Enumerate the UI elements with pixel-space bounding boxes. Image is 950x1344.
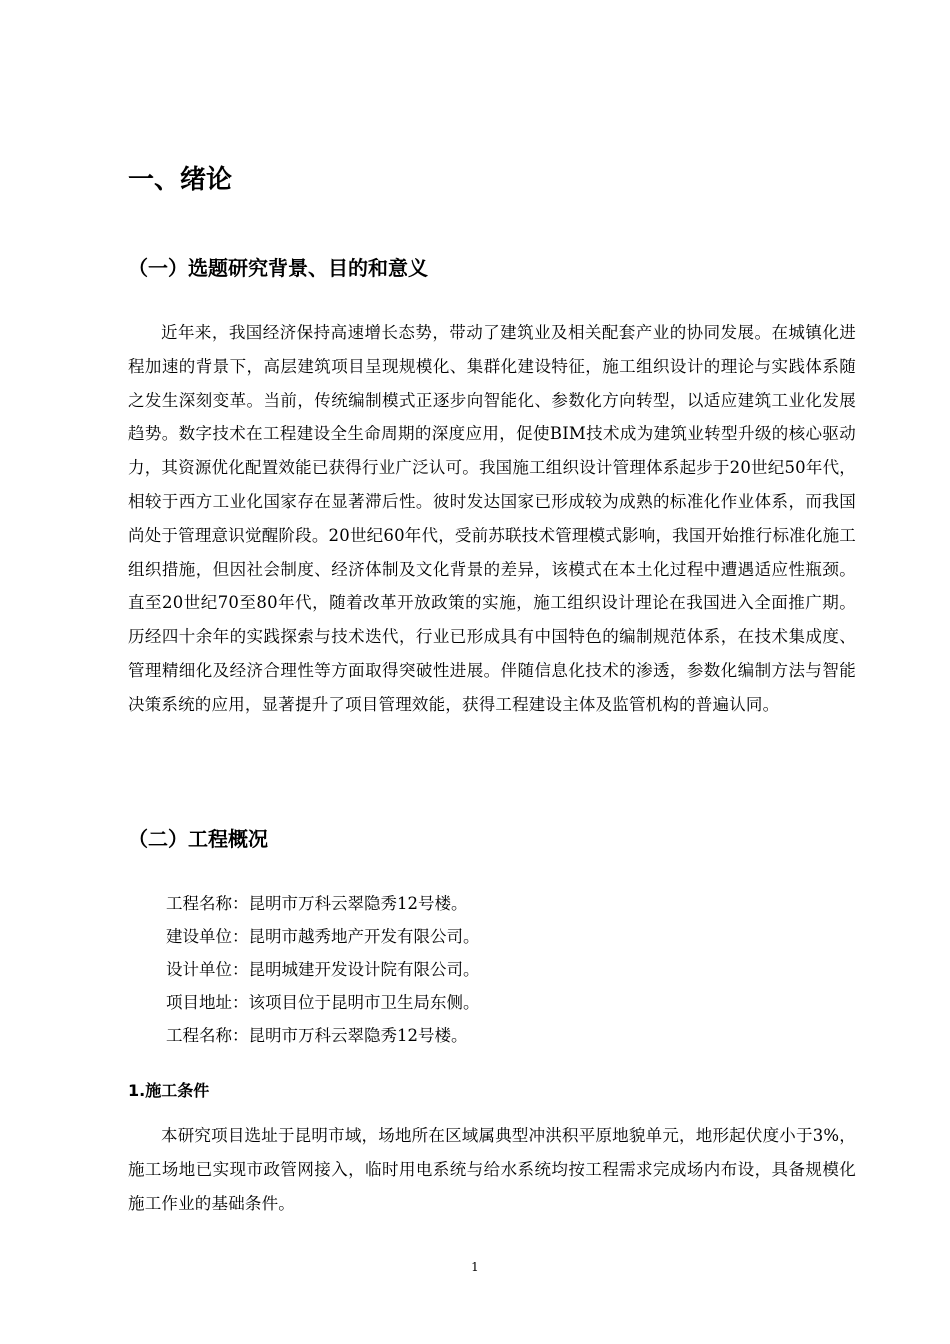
section-title-background: （一）选题研究背景、目的和意义 <box>128 256 428 280</box>
project-info-list <box>166 887 480 1052</box>
project-info-line: 工程名称：昆明市万科云翠隐秀12号楼。 <box>166 1026 468 1045</box>
background-paragraph: 近年来，我国经济保持高速增长态势，带动了建筑业及相关配套产业的协同发展。在城镇化进程加速的背景下，高层建筑项目呈现规模化、集群化建设特征，施工组织设计的理论与实践体系随之发生深刻变革。当前，传统编制模式正逐步向智能化、参数化方向转型，以适应建筑工业化发展趋势。数字技术在工程建设全生命周期的深度应用，促使BIM技术成为建筑业转型升级的核心驱动力，其资源优化配置效能已获得行业广泛认可。我国施工组织设计管理体系起步于20世纪50年代，相较于西方工业化国家存在显著滞后性。彼时发达国家已形成较为成熟的标准化作业体系，而我国尚处于管理意识觉醒阶段。20世纪60年代，受前苏联技术管理模式影响，我国开始推行标准化施工组织措施，但因社会制度、经济体制及文化背景的差异，该模式在本土化过程中遭遇适应性瓶颈。直至20世纪70至80年代，随着改革开放政策的实施，施工组织设计理论在我国进入全面推广期。历经四十余年的实践探索与技术迭代，行业已形成具有中国特色的编制规范体系，在技术集成度、管理精细化及经济合理性等方面取得突破性进展。伴随信息化技术的渗透，参数化编制方法与智能决策系统的应用，显著提升了项目管理效能，获得工程建设主体及监管机构的普遍认同。 <box>128 323 856 714</box>
construction-conditions-paragraph: 本研究项目选址于昆明市域，场地所在区域属典型冲洪积平原地貌单元，地形起伏度小于3%，施工场地已实现市政管网接入，临时用电系统与给水系统均按工程需求完成场内布设，具备规模化施工作业的基础条件。 <box>128 1126 856 1213</box>
project-info-line: 项目地址：该项目位于昆明市卫生局东侧。 <box>166 993 480 1012</box>
subsection-title-construction-conditions: 1.施工条件 <box>128 1081 210 1100</box>
project-info-line: 设计单位：昆明城建开发设计院有限公司。 <box>166 960 480 979</box>
chapter-title: 一、绪论 <box>128 165 233 195</box>
project-info-line: 建设单位：昆明市越秀地产开发有限公司。 <box>166 927 480 946</box>
project-info-line: 工程名称：昆明市万科云翠隐秀12号楼。 <box>166 894 468 913</box>
section-title-project-overview: （二）工程概况 <box>128 827 268 851</box>
page-number: 1 <box>471 1260 479 1274</box>
